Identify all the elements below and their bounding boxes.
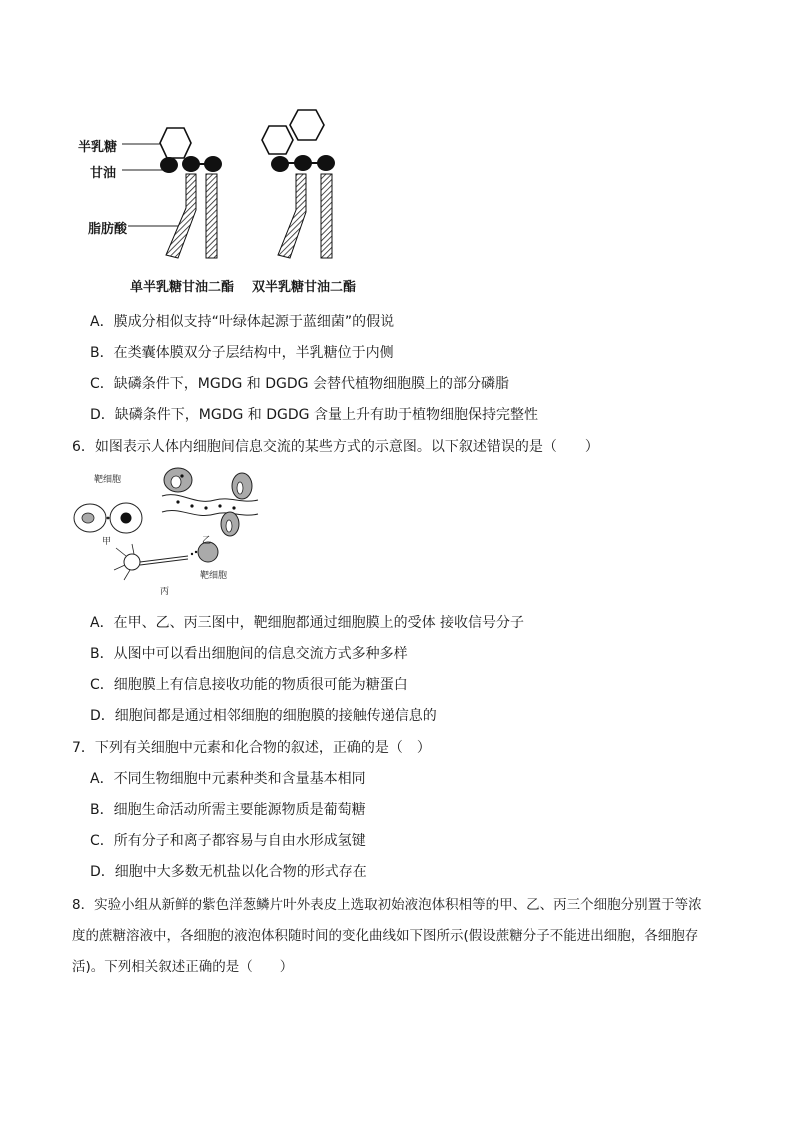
q6-option-d: D．细胞间都是通过相邻细胞的细胞膜的接触传递信息的 <box>90 708 437 724</box>
label-target-cell-jia: 靶细胞 <box>94 475 122 485</box>
galactose-hexagon <box>160 128 191 158</box>
label-galactose: 半乳糖 <box>78 140 118 155</box>
label-target-cell-bing: 靶细胞 <box>200 571 228 581</box>
glycerol-bead <box>317 155 335 171</box>
galactose-hexagon <box>290 110 324 140</box>
q6-option-b: B．从图中可以看出细胞间的信息交流方式多种多样 <box>90 646 408 662</box>
label-bing: 丙 <box>160 587 170 597</box>
q5-option-a: A．膜成分相似支持“叶绿体起源于蓝细菌”的假说 <box>90 314 395 330</box>
glycerol-bead <box>182 156 200 172</box>
label-fatty-acid: 脂肪酸 <box>88 222 128 237</box>
label-dgdg: 双半乳糖甘油二酯 <box>252 280 357 295</box>
dgdg-molecule <box>262 110 335 258</box>
q6-option-a: A．在甲、乙、丙三图中，靶细胞都通过细胞膜上的受体 接收信号分子 <box>90 615 525 631</box>
glycolipid-diagram <box>60 100 380 300</box>
galactose-hexagon <box>262 126 293 154</box>
cell-signaling-diagram <box>70 466 270 596</box>
q7-option-b: B．细胞生命活动所需主要能源物质是葡萄糖 <box>90 802 366 818</box>
q5-option-c: C．缺磷条件下，MGDG 和 DGDG 会替代植物细胞膜上的部分磷脂 <box>90 376 509 392</box>
fatty-acid-tail-straight <box>321 174 332 258</box>
fatty-acid-tail-bent <box>166 174 196 258</box>
q7-option-c: C．所有分子和离子都容易与自由水形成氢键 <box>90 833 366 849</box>
q7-option-a: A．不同生物细胞中元素种类和含量基本相同 <box>90 771 366 787</box>
panel-yi-blood <box>162 468 258 536</box>
q7-option-d: D．细胞中大多数无机盐以化合物的形式存在 <box>90 864 367 880</box>
glycerol-bead <box>160 157 178 173</box>
q7-stem: 7．下列有关细胞中元素和化合物的叙述，正确的是（ ） <box>72 740 431 756</box>
mgdg-molecule <box>160 128 222 258</box>
q8-stem-line: 度的蔗糖溶液中，各细胞的液泡体积随时间的变化曲线如下图所示(假设蔗糖分子不能进出细胞，各细胞存 <box>72 928 699 944</box>
fatty-acid-tail-straight <box>206 174 217 258</box>
glycerol-bead <box>271 156 289 172</box>
q5-option-b: B．在类囊体膜双分子层结构中，半乳糖位于内侧 <box>90 345 394 361</box>
q6-stem: 6．如图表示人体内细胞间信息交流的某些方式的示意图。以下叙述错误的是（ ） <box>72 439 599 455</box>
q8-stem-line: 8．实验小组从新鲜的紫色洋葱鳞片叶外表皮上选取初始液泡体积相等的甲、乙、丙三个细胞分别置于等浓 <box>72 897 702 913</box>
glycerol-bead <box>294 155 312 171</box>
label-glycerol: 甘油 <box>90 166 117 181</box>
glycerol-bead <box>204 156 222 172</box>
label-mgdg: 单半乳糖甘油二酯 <box>130 280 235 295</box>
q8-stem-line: 活)。下列相关叙述正确的是（ ） <box>72 959 294 975</box>
panel-jia <box>74 503 142 533</box>
label-yi: 乙 <box>202 536 212 546</box>
fatty-acid-tail-bent <box>278 174 306 258</box>
q5-option-d: D．缺磷条件下，MGDG 和 DGDG 含量上升有助于植物细胞保持完整性 <box>90 407 538 423</box>
q6-option-c: C．细胞膜上有信息接收功能的物质很可能为糖蛋白 <box>90 677 408 693</box>
label-jia: 甲 <box>102 537 112 547</box>
